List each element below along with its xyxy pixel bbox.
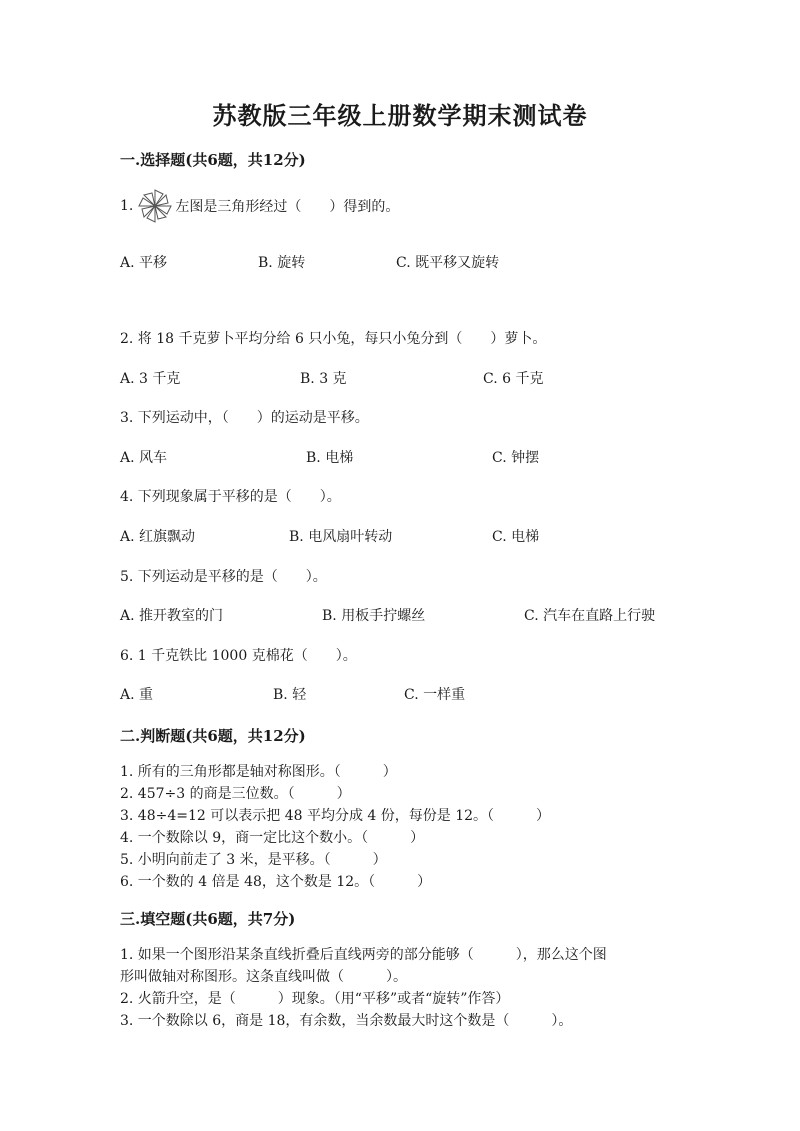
option-b: B. 电梯 bbox=[306, 450, 354, 466]
option-b: B. 用板手拧螺丝 bbox=[322, 608, 426, 624]
fill-item: 3. 一个数除以 6，商是 18，有余数，当余数最大时这个数是（ ）。 bbox=[120, 1013, 573, 1029]
judge-item: 3. 48÷4=12 可以表示把 48 平均分成 4 份，每份是 12。（ ） bbox=[120, 808, 551, 824]
option-c: C. 既平移又旋转 bbox=[396, 255, 500, 271]
question-1 bbox=[120, 186, 399, 226]
pinwheel-icon bbox=[137, 188, 173, 224]
page-title: 苏教版三年级上册数学期末测试卷 bbox=[212, 101, 588, 130]
option-b: B. 3 克 bbox=[300, 371, 347, 387]
option-a: A. 红旗飘动 bbox=[120, 529, 196, 545]
question-6: 6. 1 千克铁比 1000 克棉花（ ）。 bbox=[120, 648, 357, 664]
judge-item: 4. 一个数除以 9，商一定比这个数小。（ ） bbox=[120, 830, 425, 846]
option-a: A. 3 千克 bbox=[120, 371, 181, 387]
question-text: 左图是三角形经过（ ）得到的。 bbox=[175, 199, 400, 215]
fill-item: 1. 如果一个图形沿某条直线折叠后直线两旁的部分能够（ ），那么这个图 bbox=[120, 947, 607, 963]
fill-item: 形叫做轴对称图形。这条直线叫做（ ）。 bbox=[120, 969, 407, 985]
fill-item: 2. 火箭升空，是（ ）现象。（用“平移”或者“旋转”作答） bbox=[120, 991, 510, 1007]
judge-item: 6. 一个数的 4 倍是 48，这个数是 12。（ ） bbox=[120, 874, 432, 890]
question-number: 1. bbox=[120, 198, 134, 214]
judge-item: 1. 所有的三角形都是轴对称图形。（ ） bbox=[120, 764, 397, 780]
option-b: B. 旋转 bbox=[258, 255, 306, 271]
option-c: C. 汽车在直路上行驶 bbox=[524, 608, 656, 624]
option-c: C. 一样重 bbox=[404, 687, 466, 703]
option-a: A. 平移 bbox=[120, 255, 168, 271]
option-a: A. 推开教室的门 bbox=[120, 608, 224, 624]
judge-item: 5. 小明向前走了 3 米，是平移。（ ） bbox=[120, 852, 387, 868]
option-c: C. 电梯 bbox=[492, 529, 540, 545]
option-a: A. 重 bbox=[120, 687, 154, 703]
question-5: 5. 下列运动是平移的是（ ）。 bbox=[120, 569, 327, 585]
section-heading-fill: 三.填空题(共6题，共7分) bbox=[120, 910, 296, 928]
option-b: B. 轻 bbox=[273, 687, 307, 703]
question-3: 3. 下列运动中，（ ）的运动是平移。 bbox=[120, 410, 369, 426]
judge-item: 2. 457÷3 的商是三位数。（ ） bbox=[120, 786, 351, 802]
option-c: C. 6 千克 bbox=[483, 371, 544, 387]
option-a: A. 风车 bbox=[120, 450, 168, 466]
question-2: 2. 将 18 千克萝卜平均分给 6 只小兔，每只小兔分到（ ）萝卜。 bbox=[120, 331, 547, 347]
section-heading-judge: 二.判断题(共6题，共12分) bbox=[120, 727, 306, 745]
question-4: 4. 下列现象属于平移的是（ ）。 bbox=[120, 489, 341, 505]
section-heading-choice: 一.选择题(共6题，共12分) bbox=[120, 151, 306, 169]
option-b: B. 电风扇叶转动 bbox=[289, 529, 393, 545]
option-c: C. 钟摆 bbox=[492, 450, 540, 466]
